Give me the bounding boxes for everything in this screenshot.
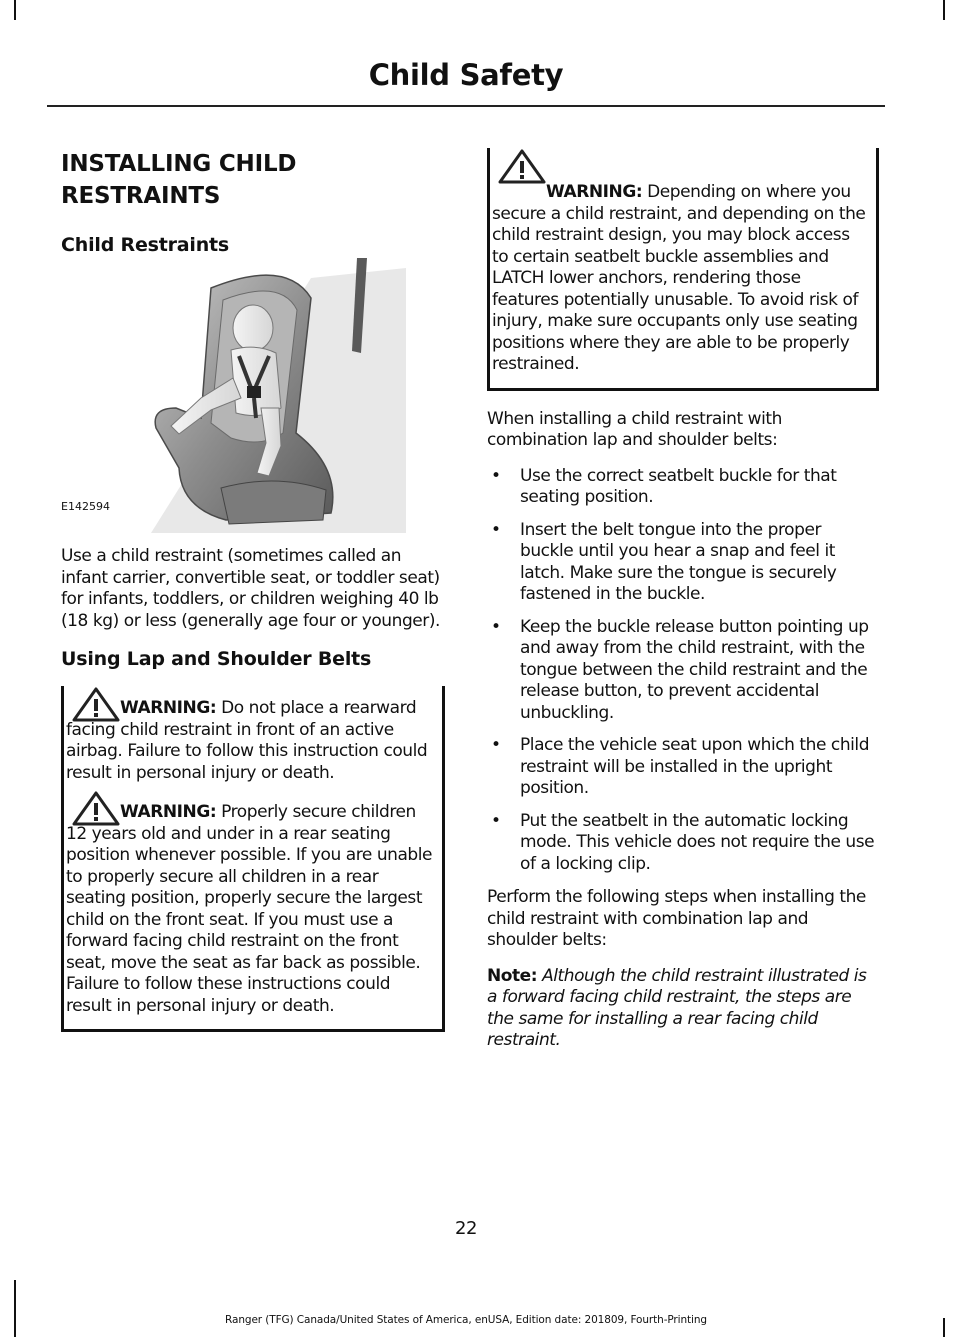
bullet-marker: • [491, 519, 501, 540]
note-label: Note: [487, 965, 538, 986]
left-column [61, 148, 445, 1050]
warning-text: Depending on where you secure a child restraint, and depending on the child restraint design, you may block access to certain seatbelt buckle assemblies and LATCH lower anchors, rendering those features potentially unusable. To avoid risk of injury, make sure occupants only use seating positions where they are able to be properly restrained. [492, 182, 866, 374]
list-item: • Insert the belt tongue into the proper buckle until you hear a snap and feel it latch. Make sure the tongue is securely fastened in the buckle. [491, 519, 837, 604]
subheading-lap-shoulder-belts: Using Lap and Shoulder Belts [61, 648, 372, 670]
list-item: • Place the vehicle seat upon which the child restraint will be installed in the upright position. [491, 735, 870, 798]
list-item: • Use the correct seatbelt buckle for that seating position. [491, 465, 837, 507]
right-column [487, 148, 879, 1066]
warning-triangle-icon [70, 790, 122, 826]
header-divider [47, 105, 885, 107]
crop-mark [943, 1318, 945, 1337]
warning-access [492, 148, 870, 376]
list-item: • Keep the buckle release button pointing up and away from the child restraint, with the tongue between the child restraint and the release button, to prevent accidental unbuckling. [491, 616, 869, 723]
warning-label: WARNING: [120, 698, 217, 718]
warning-label: WARNING: [120, 802, 217, 822]
note-text: Although the child restraint illustrated is a forward facing child restraint, the steps are the same for installing a rear facing child restraint. [487, 965, 867, 1050]
intro-paragraph: Use a child restraint (sometimes called an infant carrier, convertible seat, or toddler seat) for infants, toddlers, or children weighing 40 lb (18 kg) or less (generally age four or younger). [61, 546, 440, 631]
section-title: INSTALLING CHILD RESTRAINTS [61, 151, 297, 209]
child-seat-figure [61, 258, 445, 538]
warning-label: WARNING: [546, 182, 643, 202]
warning-text: Properly secure children 12 years old and under in a rear seating position whenever possible. If you are unable to properly secure all children in a rear seating position, properly secure the largest child on the front seat. If you must use a forward facing child restraint on the front seat, move the seat as far back as possible. Failure to follow these instructions could result in personal injury or death. [66, 802, 433, 1016]
warning-airbag [66, 686, 438, 784]
bullet-marker: • [491, 810, 501, 831]
warning-box-right [487, 148, 879, 391]
install-intro: When installing a child restraint with combination lap and shoulder belts: [487, 408, 782, 450]
figure-code: E142594 [61, 500, 110, 513]
list-item: • Put the seatbelt in the automatic locking mode. This vehicle does not require the use of a locking clip. [491, 810, 875, 874]
child-seat-illustration [61, 258, 445, 538]
bullet-marker: • [491, 616, 501, 637]
subheading-child-restraints: Child Restraints [61, 234, 230, 256]
install-bullet-list [487, 466, 879, 876]
warning-text: Do not place a rearward facing child restraint in front of an active airbag. Failure to follow this instruction could result in personal injury or death. [66, 698, 428, 783]
note-paragraph [487, 966, 879, 1052]
warning-triangle-icon [496, 148, 548, 184]
crop-mark [14, 0, 16, 20]
warning-triangle-icon [70, 686, 122, 722]
page-header-title: Child Safety [368, 58, 564, 92]
steps-intro: Perform the following steps when installing the child restraint with combination lap and shoulder belts: [487, 887, 866, 950]
bullet-marker: • [491, 465, 501, 486]
page-number: 22 [454, 1218, 477, 1239]
edition-footer: Ranger (TFG) Canada/United States of America, enUSA, Edition date: 201809, Fourth-Printing [225, 1314, 707, 1326]
warning-box-left [61, 686, 445, 1032]
warning-rear-seating [66, 784, 438, 1017]
bullet-marker: • [491, 735, 501, 755]
crop-mark [943, 0, 945, 20]
